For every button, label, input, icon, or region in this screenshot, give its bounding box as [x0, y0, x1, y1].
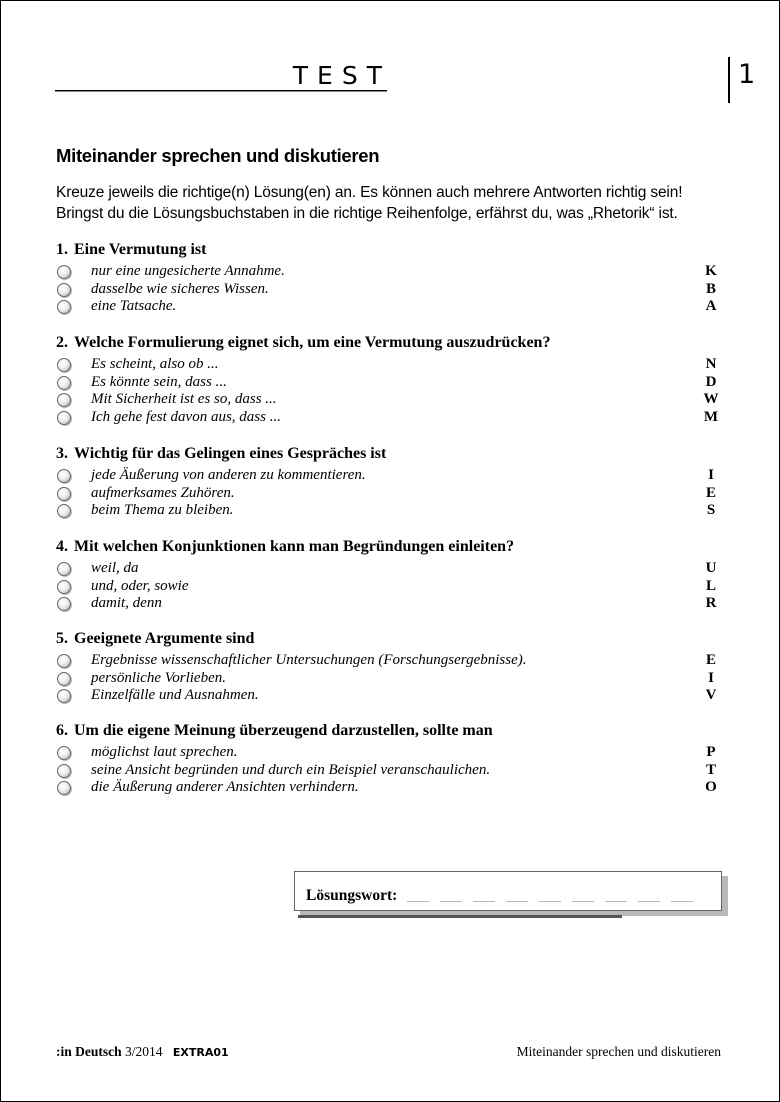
radio-button[interactable] [57, 393, 71, 407]
footer-extra-label: EXTRA01 [172, 1046, 229, 1059]
test-title: TEST [292, 61, 391, 90]
answer-option-text: Ergebnisse wissenschaftlicher Untersuchungen (Forschungsergebnisse). [91, 652, 527, 668]
solution-letter: U [705, 560, 717, 576]
answer-option-text: nur eine ungesicherte Annahme. [91, 263, 285, 279]
radio-button[interactable] [57, 562, 71, 576]
answer-option [56, 356, 721, 374]
question-text: Mit welchen Konjunktionen kann man Begründungen einleiten? [74, 538, 515, 555]
question-title [56, 537, 721, 560]
answer-option-text: Ich gehe fest davon aus, dass ... [91, 409, 281, 426]
radio-button[interactable] [57, 781, 71, 795]
instructions-line-1: Kreuze jeweils die richtige(n) Lösung(en) an. Es können auch mehrere Antworten richtig sein! [56, 184, 683, 201]
solution-letter: S [706, 502, 716, 519]
answer-option-text: Mit Sicherheit ist es so, dass ... [91, 391, 277, 408]
answer-option-text: beim Thema zu bleiben. [91, 502, 234, 519]
solution-blank[interactable] [671, 901, 693, 902]
answer-option [56, 485, 721, 503]
question-text: Eine Vermutung ist [74, 241, 207, 258]
answer-option [56, 409, 721, 427]
answer-option-text: und, oder, sowie [91, 577, 189, 594]
solution-blank[interactable] [506, 901, 528, 902]
question-title [56, 240, 721, 263]
answer-option-text: weil, da [91, 560, 139, 576]
answer-option-text: möglichst laut sprechen. [91, 744, 238, 760]
radio-button[interactable] [57, 689, 71, 703]
answer-option [56, 578, 721, 596]
answer-option-text: jede Äußerung von anderen zu kommentieren. [91, 467, 366, 483]
answer-option-text: damit, denn [91, 595, 162, 612]
solution-letter: B [705, 280, 716, 297]
page-number: 1 [738, 59, 756, 90]
question-title [56, 333, 721, 356]
radio-button[interactable] [57, 764, 71, 778]
radio-button[interactable] [57, 283, 71, 297]
footer-publication [56, 1044, 229, 1060]
radio-button[interactable] [57, 746, 71, 760]
solution-box-underline [298, 915, 622, 918]
answer-option [56, 687, 721, 705]
title-rule [55, 90, 387, 91]
answer-option [56, 263, 721, 281]
question-text: Wichtig für das Gelingen eines Gespräches ist [74, 445, 387, 462]
solution-letter: K [705, 263, 717, 279]
question-number: 1. [56, 241, 68, 258]
answer-option-text: eine Tatsache. [91, 298, 177, 315]
solution-blank[interactable] [440, 901, 462, 902]
footer-brand: :in Deutsch [56, 1044, 122, 1059]
solution-blank[interactable] [539, 901, 561, 902]
radio-button[interactable] [57, 411, 71, 425]
solution-letter: D [705, 373, 717, 390]
answer-option-text: Es scheint, also ob ... [91, 356, 219, 372]
question-number: 3. [56, 445, 68, 462]
answer-option-text: persönliche Vorlieben. [91, 669, 226, 686]
solution-letter: I [708, 669, 714, 686]
radio-button[interactable] [57, 597, 71, 611]
answer-option [56, 744, 721, 762]
solution-letter: P [706, 744, 716, 760]
question-6 [56, 721, 721, 797]
question-number: 5. [56, 630, 68, 647]
question-number: 6. [56, 722, 68, 739]
question-title [56, 629, 721, 652]
solution-letter: W [703, 391, 719, 408]
solution-letter: I [708, 467, 714, 483]
question-1 [56, 240, 721, 316]
answer-option [56, 374, 721, 392]
question-text: Welche Formulierung eignet sich, um eine Vermutung auszudrücken? [74, 334, 551, 351]
question-number: 2. [56, 334, 68, 351]
solution-blank[interactable] [407, 901, 429, 902]
solution-letter: A [705, 298, 717, 315]
answer-option [56, 281, 721, 299]
question-3 [56, 444, 721, 520]
question-number: 4. [56, 538, 68, 555]
solution-letter: N [705, 356, 717, 372]
question-5 [56, 629, 721, 705]
solution-letter: R [705, 595, 717, 612]
radio-button[interactable] [57, 487, 71, 501]
radio-button[interactable] [57, 376, 71, 390]
question-title [56, 444, 721, 467]
solution-word-label: Lösungswort: [306, 887, 398, 904]
answer-option [56, 560, 721, 578]
answer-option [56, 595, 721, 613]
solution-blank[interactable] [605, 901, 627, 902]
radio-button[interactable] [57, 300, 71, 314]
answer-option [56, 762, 721, 780]
answer-option [56, 298, 721, 316]
solution-letter: V [705, 687, 717, 704]
radio-button[interactable] [57, 358, 71, 372]
radio-button[interactable] [57, 654, 71, 668]
radio-button[interactable] [57, 672, 71, 686]
solution-letter: E [705, 484, 716, 501]
solution-letter: E [705, 652, 716, 668]
answer-option [56, 652, 721, 670]
answer-option-text: die Äußerung anderer Ansichten verhindern. [91, 779, 359, 796]
instructions-line-2: Bringst du die Lösungsbuchstaben in die richtige Reihenfolge, erfährst du, was „Rhetorik“ ist. [56, 205, 678, 222]
radio-button[interactable] [57, 469, 71, 483]
solution-blank[interactable] [572, 901, 594, 902]
page-number-divider [728, 57, 730, 103]
question-4 [56, 537, 721, 613]
answer-option-text: aufmerksames Zuhören. [91, 484, 235, 501]
answer-option-text: Einzelfälle und Ausnahmen. [91, 687, 259, 704]
solution-blank[interactable] [638, 901, 660, 902]
answer-option [56, 391, 721, 409]
radio-button[interactable] [57, 265, 71, 279]
solution-letter: L [705, 577, 716, 594]
solution-letter: M [703, 409, 719, 426]
answer-option [56, 670, 721, 688]
solution-letter: T [705, 761, 716, 778]
footer-topic: Miteinander sprechen und diskutieren [516, 1044, 721, 1059]
solution-word-box [294, 871, 722, 911]
question-text: Um die eigene Meinung überzeugend darzustellen, sollte man [74, 722, 493, 739]
page-heading: Miteinander sprechen und diskutieren [56, 145, 380, 166]
answer-option [56, 502, 721, 520]
answer-option [56, 467, 721, 485]
answer-option-text: dasselbe wie sicheres Wissen. [91, 280, 269, 297]
question-title [56, 721, 721, 744]
question-text: Geeignete Argumente sind [74, 630, 255, 647]
solution-blank[interactable] [473, 901, 495, 902]
radio-button[interactable] [57, 580, 71, 594]
answer-option-text: seine Ansicht begründen und durch ein Beispiel veranschaulichen. [91, 761, 491, 778]
radio-button[interactable] [57, 504, 71, 518]
answer-option-text: Es könnte sein, dass ... [91, 373, 227, 390]
question-2 [56, 333, 721, 427]
answer-option [56, 779, 721, 797]
solution-letter: O [705, 779, 717, 796]
footer-issue: 3/2014 [125, 1044, 163, 1059]
instructions [56, 182, 682, 224]
